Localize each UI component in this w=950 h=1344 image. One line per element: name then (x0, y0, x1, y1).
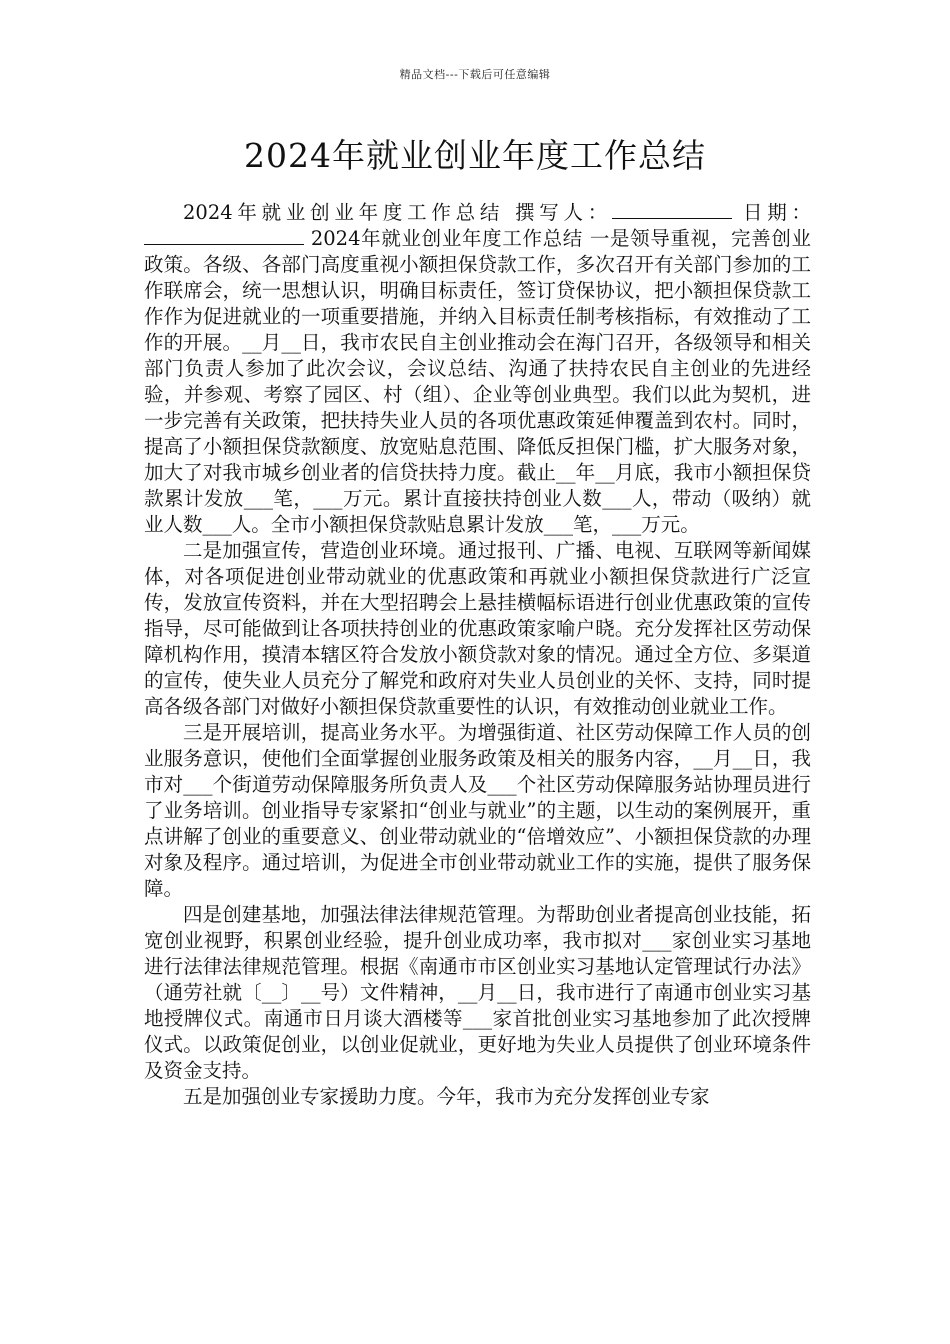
intro-body-text: 2024年就业创业年度工作总结 一是领导重视，完善创业政策。各级、各部门高度重视小额担保贷款工作，多次召开有关部门参加的工作联席会，统一思想认识，明确目标责任，签订贷保协议，把小额担保贷款工作作为促进就业的一项重要措施，并纳入目标责任制考核指标，有效推动了工作的开展。__月__日，我市农民自主创业推动会在海门召开，各级领导和相关部门负责人参加了此次会议，会议总结、沟通了扶持农民自主创业的先进经验，并参观、考察了园区、村（组）、企业等创业典型。我们以此为契机，进一步完善有关政策，把扶持失业人员的各项优惠政策延伸覆盖到农村。同时，提高了小额担保贷款额度、放宽贴息范围、降低反担保门槛，扩大服务对象，加大了对我市城乡创业者的信贷扶持力度。截止__年__月底，我市小额担保贷款累计发放___笔，___万元。累计直接扶持创业人数___人，带动（吸纳）就业人数___人。全市小额担保贷款贴息累计发放___笔，___万元。 (144, 227, 811, 536)
paragraph-expert: 五是加强创业专家援助力度。今年，我市为充分发挥创业专家 (183, 1085, 710, 1108)
author-blank (612, 200, 732, 219)
date-blank (144, 226, 304, 245)
paragraph-publicity: 二是加强宣传，营造创业环境。通过报刊、广播、电视、互联网等新闻媒体，对各项促进创业带动就业的优惠政策和再就业小额担保贷款进行广泛宣传，发放宣传资料，并在大型招聘会上悬挂横幅标语进行创业优惠政策的宣传指导，尽可能做到让各项扶持创业的优惠政策家喻户晓。充分发挥社区劳动保障机构作用，摸清本辖区符合发放小额贷款对象的情况。通过全方位、多渠道的宣传，使失业人员充分了解党和政府对失业人员创业的关怀、支持，同时提高各级各部门对做好小额担保贷款重要性的认识，有效推动创业就业工作。 (144, 539, 811, 718)
intro-date-label: 日期： (732, 201, 812, 224)
document-body (144, 200, 811, 1110)
paragraph-training: 三是开展培训，提高业务水平。为增强街道、社区劳动保障工作人员的创业服务意识，使他们全面掌握创业服务政策及相关的服务内容，__月__日，我市对___个街道劳动保障服务所负责人及___个社区劳动保障服务站协理员进行了业务培训。创业指导专家紧扣“创业与就业”的主题，以生动的案例展开，重点讲解了创业的重要意义、创业带动就业的“倍增效应”、小额担保贷款的办理对象及程序。通过培训，为促进全市创业带动就业工作的实施，提供了服务保障。 (144, 721, 811, 900)
document-title: 2024年就业创业年度工作总结 (244, 136, 706, 175)
header-note: 精品文档---下载后可任意编辑 (399, 68, 551, 81)
paragraph-base: 四是创建基地，加强法律法律规范管理。为帮助创业者提高创业技能，拓宽创业视野，积累创业经验，提升创业成功率，我市拟对___家创业实习基地进行法律法律规范管理。根据《南通市市区创业实习基地认定管理试行办法》（通劳社就〔__〕__号）文件精神，__月__日，我市进行了南通市创业实习基地授牌仪式。南通市日月谈大酒楼等___家首批创业实习基地参加了此次授牌仪式。以政策促创业，以创业促就业，更好地为失业人员提供了创业环境条件及资金支持。 (144, 903, 811, 1082)
intro-author-label: 2024年就业创业年度工作总结 撰写人： (183, 201, 613, 224)
intro-paragraph (144, 200, 811, 538)
